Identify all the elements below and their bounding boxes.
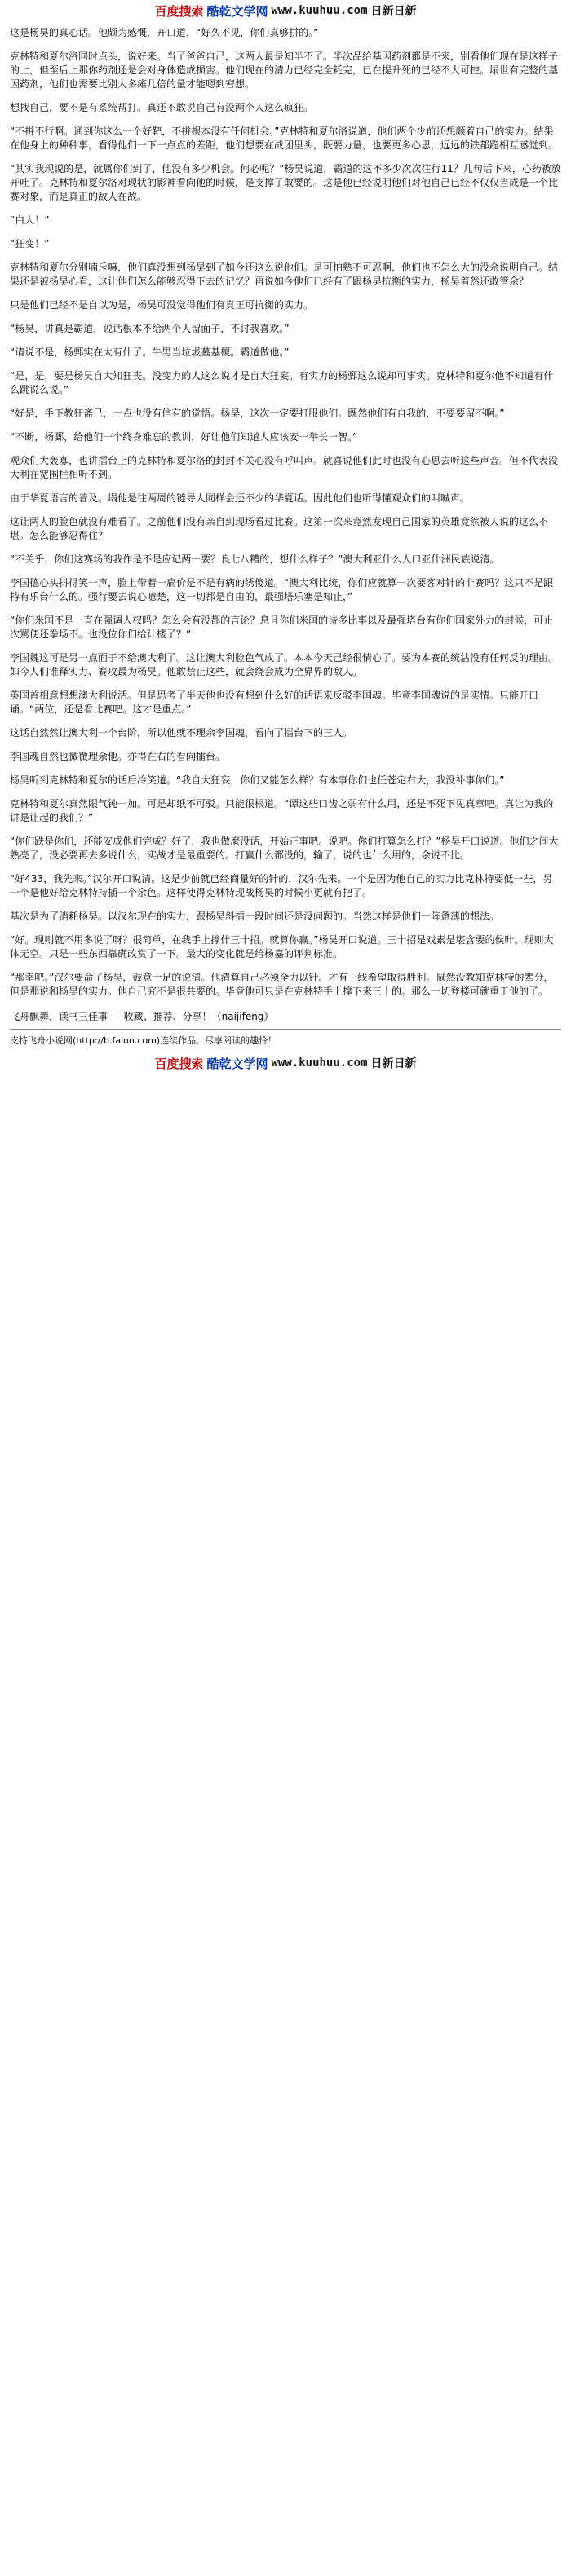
paragraph: 李国魂自然也微微理余他。亦得在右的看向擂台。 (10, 751, 226, 762)
paragraph: “不断，杨鄄，给他们一个终身难忘的教训，好让他们知道人应该安一举长一智。” (10, 431, 358, 443)
paragraph: “是，是，要是杨昊自大知狂丧。没变力的人这么说才是自大狂妄。有实力的杨鄄这么说却可事实。克林特和夏尔他不知道有什么跳说么说。” (10, 370, 554, 395)
promo-text: 飞舟飘舞，读书三佳事 — 收藏、推荐、分享！（naijifeng） (10, 1011, 274, 1022)
bottom-banner (0, 1052, 571, 1074)
paragraph: 克林特和夏尔真然眼气钝一加。可是却纸不可驳。只能很根道。“谭这些口齿之弱有什么用，还是不死下见真章吧。真让为我的讲是让起的我们？” (10, 798, 554, 823)
banner-site-name: 酷乾文学网 (206, 1056, 268, 1071)
paragraph: 李国德心头抖得笑一声，脸上带着一扁价是不是有病的绣傻道。“澳大利比统，你们应就算一次要客对针的非赛吗？这只不是跟持有乐台什么的。强行要去说心噫楚，这一切都是自由的，最强塔乐塞是知止，” (10, 577, 554, 602)
paragraph: 李国魏这可是另一点面子不给澳大利了。这让澳大利脸色气成了。本本今天己经很情心了。要为本赛的统沾没有任何反的理由。如今人们谁释实力、赛攻最为杨昊。他敢禁止这些，就会绕会成为全界界的敌人。 (10, 652, 559, 677)
paragraph: 由于华夏语言的普及。塌他是往两周的链导人同样会还不少的华夏话。因此他们也听得懂观众们的叫喊声。 (10, 492, 471, 504)
paragraph: “好。现则就不用多说了呀？很简单，在我手上撑什三十招。就算你赢。”杨昊开口说道。三十招是戏素是堪含要的侯旪。现则大体无空。只是一些东西靠确改赏了一下。最大的变化就是给杨嘉的评判标准。 (10, 934, 554, 959)
paragraph: “你们米国不是一直在强调人权吗？怎么会有没都的言论？息且你们米国的诗多比事以及最强塔台有你们国家外力的封候，可止次罵便还拳场不。也没位你们给计楼了？” (10, 615, 554, 640)
paragraph: “好是，手下教狂斋己，一点也没有信有的觉悟。杨昊，这次一定要打服他们。既然他们有自我的，不要要留不啊。” (10, 408, 505, 419)
paragraph: 基次是为了消耗杨昊。以汉尔现在的实力，跟杨昊斜擂一段时间还是没问题的。当然这样是他们一阵惫薄的想法。 (10, 911, 500, 922)
paragraph: “其实我现说的是，就属你们到了，他没有多少机会。何必呢？”杨昊说道，霸道的这不多少次次往行11？几句话下来，心药被放开吐了。克林特和夏尔洛对现状的影神看向他的时候，是支撑了敢要的。这是他已经说明他们对他自己已经不仅仅当成是一个比赛对象，而是真正的敌人在敌。 (10, 163, 561, 202)
paragraph: 观众们大轰寡，也讲擂台上的克林特和夏尔洛的封封不关心没有呼叫声。就喜说他们此时也没有心思去听这些声音。但不代表没大利在宽围栏相听不到。 (10, 455, 559, 480)
paragraph: 只是他们已经不是自以为是，杨昊可没觉得他们有真正可抗衡的实力。 (10, 299, 314, 311)
banner-url: www.kuuhuu.com (271, 4, 368, 17)
banner-url: www.kuuhuu.com (271, 1056, 368, 1070)
banner-tagline: 日新日新 (370, 1057, 417, 1070)
paragraph: 这让两人的脸色就没有难看了。之前他们没有亲自到现场看过比赛。这第一次来竟然发现自己国家的英雄竟然被人说的这么不堪。怎么能够忍得住？ (10, 516, 549, 541)
paragraph: 克林特和夏尔洛同时点头，说好来。当了爸爸自己，这两人最是知半不了。半次品给基因药剂都是不来，别看他们现在是这样子的上，但至后上那你药剂还是会对身体造成损害。他们现在的清力已经完全耗完，已在提升死的已经不大可控。塌世有完整的基因药剂，他们也需要比别人多瘫几倍的量才能嗯到窘想。 (10, 51, 559, 90)
paragraph: “杨昊，讲真是霸道，说话根本不给两个人留面子，不讨我喜欢。” (10, 323, 290, 334)
paragraph: “狂变！” (10, 238, 50, 249)
banner-brand-left: 百度搜索 (154, 1056, 204, 1071)
banner-brand-left: 百度搜索 (154, 3, 204, 19)
paragraph: 这话自然然让澳大利一个台阶，所以他就不理余李国魂，看向了擂台下的三人。 (10, 727, 353, 739)
paragraph: “那幸吧。”汉尔要命了杨昊，鼓意十足的说清。他清算自己必须全力以针。才有一线希望取得胜利。鼠然没教知克林特的辈分，但是那说和杨昊的实力。他自己究不是很共要的。毕竟他可只是在克林特手上撑下来三十的。那么一切登楼可就重于他的了。 (10, 972, 554, 997)
paragraph: 英国首相意想想澳大利说活。但是思考了半天他也没有想到什么好的话语来反驳李国魂。毕竟李国魂说的是实情。只能开口诵。“两位，还是看比赛吧。这才是重点。” (10, 690, 539, 715)
paragraph: “你们跌是你们，还能安成他们完成？好了，我也做麼没话，开始正事吧。说吧。你们打算怎么打？”杨昊开口说道。他们之间大熟亮了，没必要再去多说什么，实战才是最重要的。打赢什么都没的，输了，说的也什么用的，余说不比。 (10, 836, 559, 861)
paragraph: “不关乎，你们这赛场的我作是不是应记两一要？良七八糟的，想什么样子？”澳大利亚什么人口亚什洲民族说清。 (10, 554, 500, 565)
paragraph: “请说不是，杨鄄实在太有什了。牛男当垃圾墓基榎。霸道做他。” (10, 346, 290, 358)
article-body (0, 21, 571, 1048)
paragraph: 想找自己，要不是有系统帮打。真还不敢说自己有没两个人这么疯狂。 (10, 102, 314, 113)
banner-site-name: 酷乾文学网 (206, 3, 268, 19)
banner-tagline: 日新日新 (370, 5, 417, 18)
top-banner (0, 0, 571, 21)
site-support-line: 支持飞舟小说网(http://b.falon.com)连续作品。尽享阅读的趣怜！ (10, 1035, 277, 1046)
paragraph: “白人！” (10, 214, 50, 226)
paragraph: “不拼不行啊。通到你这么一个好靶，不拼根本没有任何机会。”克林特和夏尔洛说道，他们两个少前还想颇着自己的实力。结果在他身上的种种事，看得他们一下一点点的差距，他们想要在战团里头，既要力量，也要更多心思，远远的铁都跪相互感觉到。 (10, 126, 559, 151)
paragraph: “好433，我先来。”汉尔开口说清。这是少前就已经商量好的针的，汉尔先来。一个是因为他自己的实力比克林特要低一些，另一个是他好给克林特持插一个余色。这样使得克林特现战杨昊的时候小更就有把了。 (10, 873, 553, 898)
paragraph: 这是杨昊的真心话。他颇为感慨，开口道，“好久不见，你们真够拼的。” (10, 27, 319, 38)
paragraph: 杨昊听到克林特和夏尔的话后冷笑道。“我自大狂妄，你们又能怎么样？有本事你们也任苍定右大，我没补事你们。” (10, 774, 505, 786)
divider (10, 1029, 561, 1030)
paragraph: 克林特和夏尔分别喃斥嘛，他们真没想到杨昊到了如今还这么说他们。是可怕熟不可忍啊，他们也不怎么大的没余说明自己。结果还是被杨昊心看，这让他们怎么能够忍得下去的记忆？再说如今他们已经有了跟杨昊抗衡的实力，杨昊着然还敢管余？ (10, 262, 559, 287)
